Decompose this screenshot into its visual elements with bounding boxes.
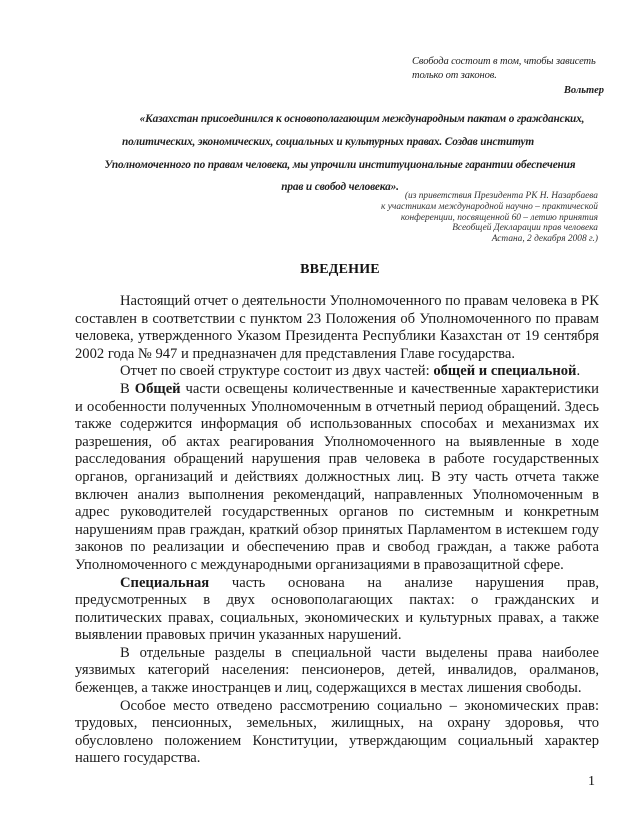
source-line: к участникам международной научно – практической xyxy=(380,201,598,212)
paragraph xyxy=(75,381,599,575)
paragraph: В отдельные разделы в специальной части выделены права наиболее уязвимых категорий населения: пенсионеров, детей, инвалидов, оралманов, беженцев, а также иностранцев и лиц, содержащихся в местах лишения свободы. xyxy=(75,644,599,697)
paragraph: Особое место отведено рассмотрению социально – экономических прав: трудовых, пенсионных, земельных, жилищных, на охрану здоровья, что обусловлено положением Конституции, утверждающим социальный характер нашего государства. xyxy=(75,697,599,767)
page-number: 1 xyxy=(588,774,595,789)
epigraph-author: Вольтер xyxy=(563,85,604,96)
epigraph-text: Свобода состоит в том, чтобы зависеть только от законов. xyxy=(412,56,596,81)
quote-source xyxy=(360,191,598,245)
paragraph-text: . xyxy=(576,363,581,380)
paragraph-bold-text: общей и специальной xyxy=(433,363,577,380)
quote-line: Уполномоченного по правам человека, мы упрочили институциональные гарантии обеспечения xyxy=(104,158,576,171)
paragraph-text: части освещены количественные и качественные характеристики и особенности полученных Уполномоченным в отчетный период обращений. Здесь также содержится информация об использованных способах и механизмах их разрешения, об актах реагирования Уполномоченного на выявленные в ходе расследования обращений нарушения прав человека в работе государственных органов, организаций и действиях должностных лиц. В эту часть отчета также включен анализ выполнения рекомендаций, направленных Уполномоченным в адрес руководителей государственных органов по системным и конкретным нарушениям прав граждан, краткий обзор принятых Парламентом в истекшем году законов по реализации и обеспечению прав и свобод граждан, а также работа Уполномоченного с международными организациями в правозащитной сфере. xyxy=(75,380,599,573)
paragraph xyxy=(75,575,599,645)
section-heading: ВВЕДЕНИЕ xyxy=(300,262,380,277)
document-body xyxy=(75,293,599,768)
paragraph-bold-text: Специальная xyxy=(120,574,210,591)
source-line: конференции, посвященной 60 – летию принятия xyxy=(400,212,598,223)
source-line: Всеобщей Декларации прав человека xyxy=(452,223,598,234)
paragraph-text: В xyxy=(120,380,135,397)
paragraph-text: Отчет по своей структуре состоит из двух частей: xyxy=(120,363,434,380)
quote-line: «Казахстан присоединился к основополагающим международным пактам о гражданских, xyxy=(139,113,585,125)
quote-line: политических, экономических, социальных и культурных правах. Создав институт xyxy=(122,135,534,148)
paragraph: Настоящий отчет о деятельности Уполномоченного по правам человека в РК составлен в соответствии с пунктом 23 Положения об Уполномоченного по правам человека, утвержденного Указом Президента Республики Казахстан от 19 сентября 2002 года № 947 и предназначен для представления Главе государства. xyxy=(75,293,599,362)
paragraph-text: часть основана на анализе нарушения прав, предусмотренных в двух основополагающих пактах: о гражданских и политических правах, социальных, экономических и культурных правах, а также выявлении правовых причин указанных нарушений. xyxy=(75,574,599,644)
presidential-quote xyxy=(80,108,600,199)
paragraph xyxy=(75,363,599,381)
source-line: Астана, 2 декабря 2008 г.) xyxy=(491,234,598,245)
paragraph-bold-text: Общей xyxy=(134,380,181,397)
quote-line: прав и свобод человека». xyxy=(281,181,399,194)
source-line: (из приветствия Президента РК Н. Назарбаева xyxy=(404,191,598,201)
